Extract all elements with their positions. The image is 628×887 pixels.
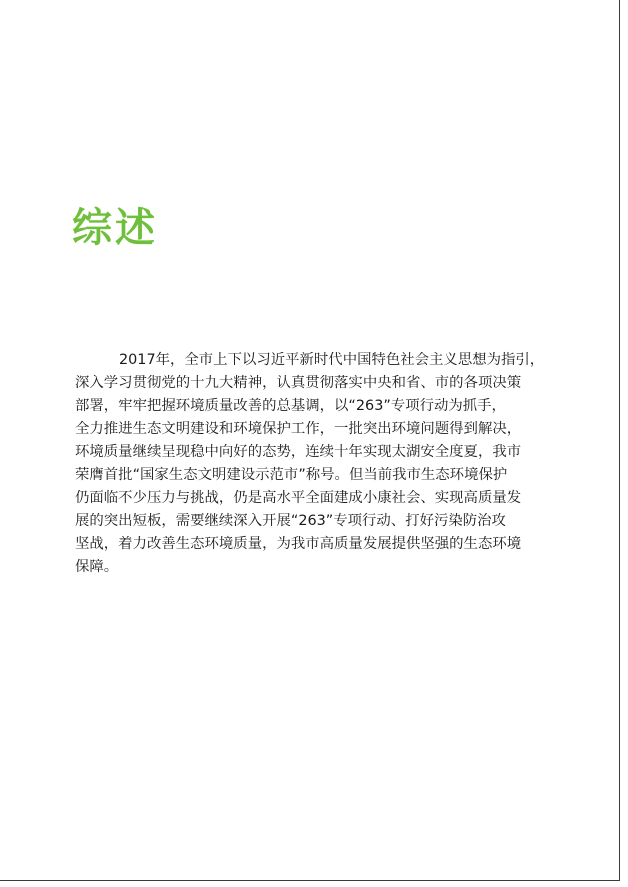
section-heading: 综述 — [72, 205, 158, 251]
paragraph-line: 荣膺首批“国家生态文明建设示范市”称号。但当前我市生态环境保护 — [75, 467, 508, 483]
paragraph-line: 2017年，全市上下以习近平新时代中国特色社会主义思想为指引， — [119, 352, 545, 368]
paragraph-line: 部署，牢牢把握环境质量改善的总基调，以“263”专项行动为抓手， — [75, 398, 506, 414]
paragraph-line: 全力推进生态文明建设和环境保护工作，一批突出环境问题得到解决， — [75, 421, 522, 437]
paragraph-line: 环境质量继续呈现稳中向好的态势，连续十年实现太湖安全度夏，我市 — [75, 444, 522, 460]
summary-paragraph — [75, 349, 585, 579]
paragraph-line: 坚战，着力改善生态环境质量，为我市高质量发展提供坚强的生态环境 — [75, 536, 522, 552]
paragraph-line: 深入学习贯彻党的十九大精神，认真贯彻落实中央和省、市的各项决策 — [75, 375, 522, 391]
paragraph-line: 展的突出短板，需要继续深入开展“263”专项行动、打好污染防治攻 — [75, 513, 506, 529]
paragraph-line: 仍面临不少压力与挑战，仍是高水平全面建成小康社会、实现高质量发 — [75, 490, 522, 506]
paragraph-line: 保障。 — [75, 559, 119, 575]
